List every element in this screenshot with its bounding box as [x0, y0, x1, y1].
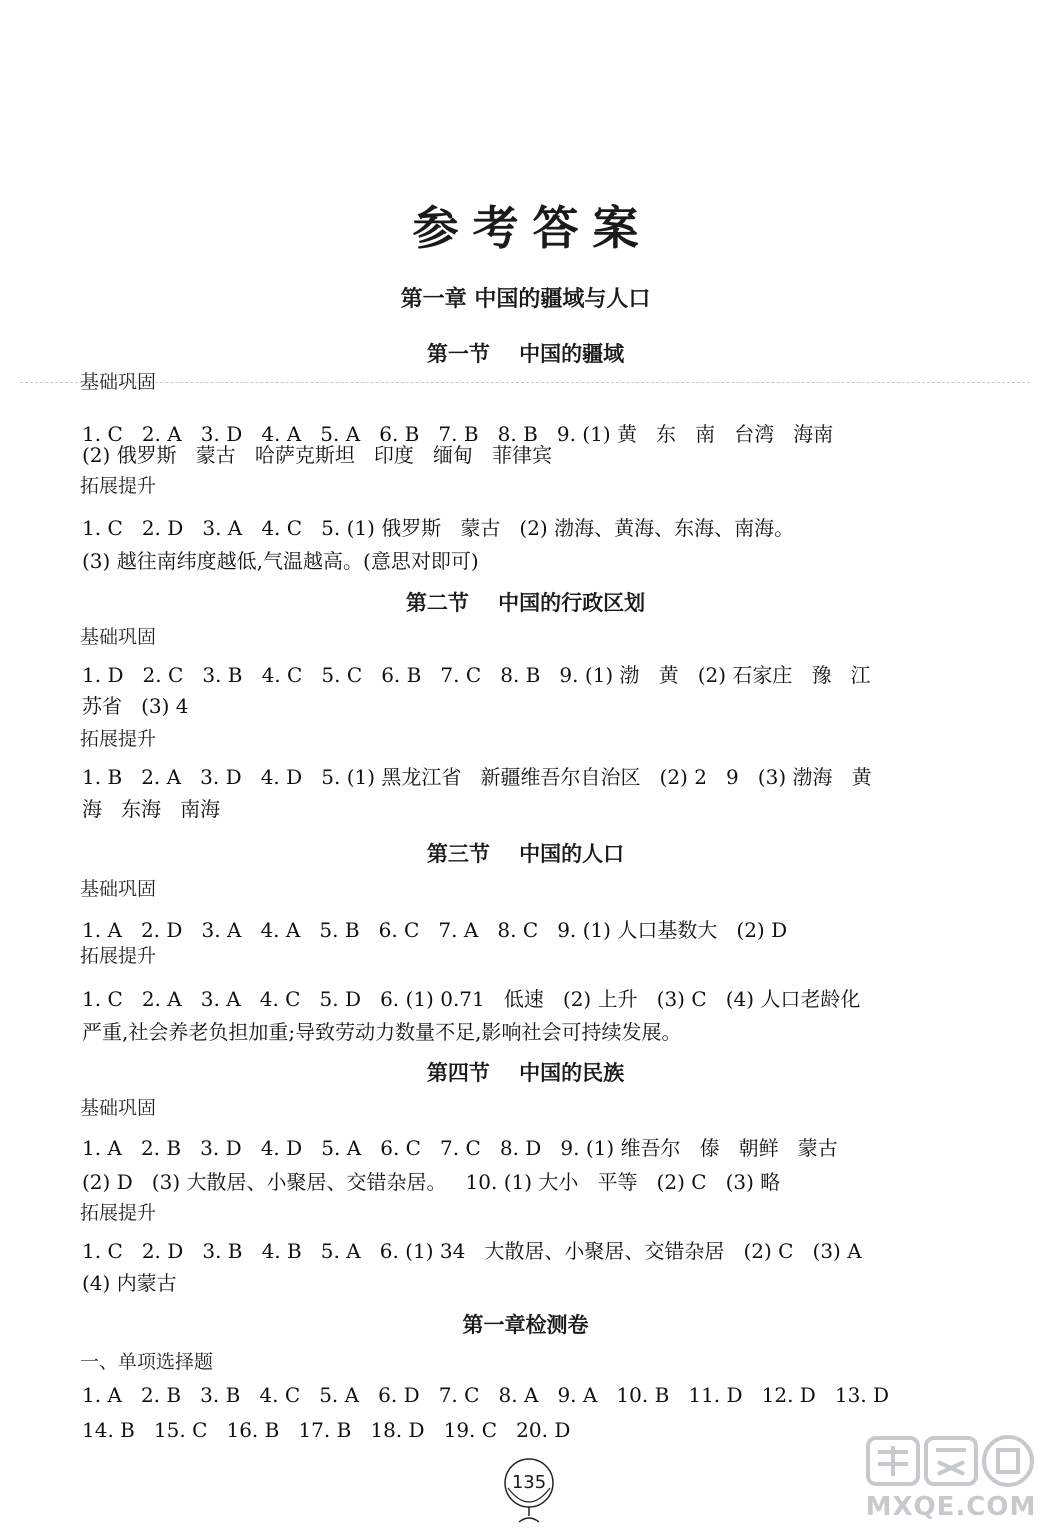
answer-line: 14. B 15. C 16. B 17. B 18. D 19. C 20. D [82, 1418, 571, 1442]
answer-line: 1. A 2. B 3. B 4. C 5. A 6. D 7. C 8. A 9. A 10. B 11. D 12. D 13. D [82, 1383, 890, 1407]
page-number: 135 [511, 1472, 547, 1493]
top-divider [20, 382, 1030, 383]
part-label: 一、单项选择题 [80, 1351, 214, 1373]
answer-line: 1. B 2. A 3. D 4. D 5. (1) 黑龙江省 新疆维吾尔自治区 (2) 2 9 (3) 渤海 黄 [82, 765, 872, 789]
basic-label: 基础巩固 [80, 371, 157, 393]
extend-label: 拓展提升 [80, 475, 157, 497]
page-number-badge [502, 1456, 556, 1528]
answer-line: 1. A 2. D 3. A 4. A 5. B 6. C 7. A 8. C 9. (1) 人口基数大 (2) D [82, 918, 788, 942]
section-title: 第三节 中国的人口 [426, 842, 625, 866]
basic-label: 基础巩固 [80, 878, 157, 900]
answer-line: (3) 越往南纬度越低,气温越高。(意思对即可) [82, 549, 479, 573]
basic-label: 基础巩固 [80, 626, 157, 648]
answer-line: 1. C 2. D 3. B 4. B 5. A 6. (1) 34 大散居、小聚居、交错杂居 (2) C (3) A [82, 1239, 862, 1263]
section-title: 第一节 中国的疆域 [426, 342, 625, 366]
answer-line: (2) D (3) 大散居、小聚居、交错杂居。 10. (1) 大小 平等 (2) C (3) 略 [82, 1170, 781, 1194]
section-title: 第四节 中国的民族 [426, 1061, 625, 1085]
answer-circle-logo-icon [858, 1430, 1044, 1492]
answer-line: 1. A 2. B 3. D 4. D 5. A 6. C 7. C 8. D 9. (1) 维吾尔 傣 朝鲜 蒙古 [82, 1136, 838, 1160]
answer-line: (4) 内蒙古 [82, 1271, 177, 1295]
section-title: 第二节 中国的行政区划 [405, 591, 646, 615]
watermark [858, 1430, 1044, 1530]
answer-line: 苏省 (3) 4 [82, 694, 189, 718]
answer-line: 1. C 2. A 3. A 4. C 5. D 6. (1) 0.71 低速 (2) 上升 (3) C (4) 人口老龄化 [82, 987, 861, 1011]
answer-line: 1. C 2. A 3. D 4. A 5. A 6. B 7. B 8. B 9. (1) 黄 东 南 台湾 海南 [82, 422, 834, 446]
chapter-title: 第一章 中国的疆域与人口 [400, 287, 651, 312]
answer-line: 1. C 2. D 3. A 4. C 5. (1) 俄罗斯 蒙古 (2) 渤海、黄海、东海、南海。 [82, 516, 795, 540]
answer-line: 1. D 2. C 3. B 4. C 5. C 6. B 7. C 8. B 9. (1) 渤 黄 (2) 石家庄 豫 江 [82, 663, 871, 687]
answer-line: 海 东海 南海 [82, 797, 221, 821]
answer-line: 严重,社会养老负担加重;导致劳动力数量不足,影响社会可持续发展。 [82, 1020, 682, 1044]
answer-line: (2) 俄罗斯 蒙古 哈萨克斯坦 印度 缅甸 菲律宾 [82, 443, 553, 467]
basic-label: 基础巩固 [80, 1097, 157, 1119]
watermark-text: MXQE.COM [865, 1492, 1037, 1522]
page-title: 参考答案 [412, 201, 653, 255]
test-title: 第一章检测卷 [462, 1313, 589, 1337]
extend-label: 拓展提升 [80, 1202, 157, 1224]
extend-label: 拓展提升 [80, 945, 157, 967]
extend-label: 拓展提升 [80, 728, 157, 750]
